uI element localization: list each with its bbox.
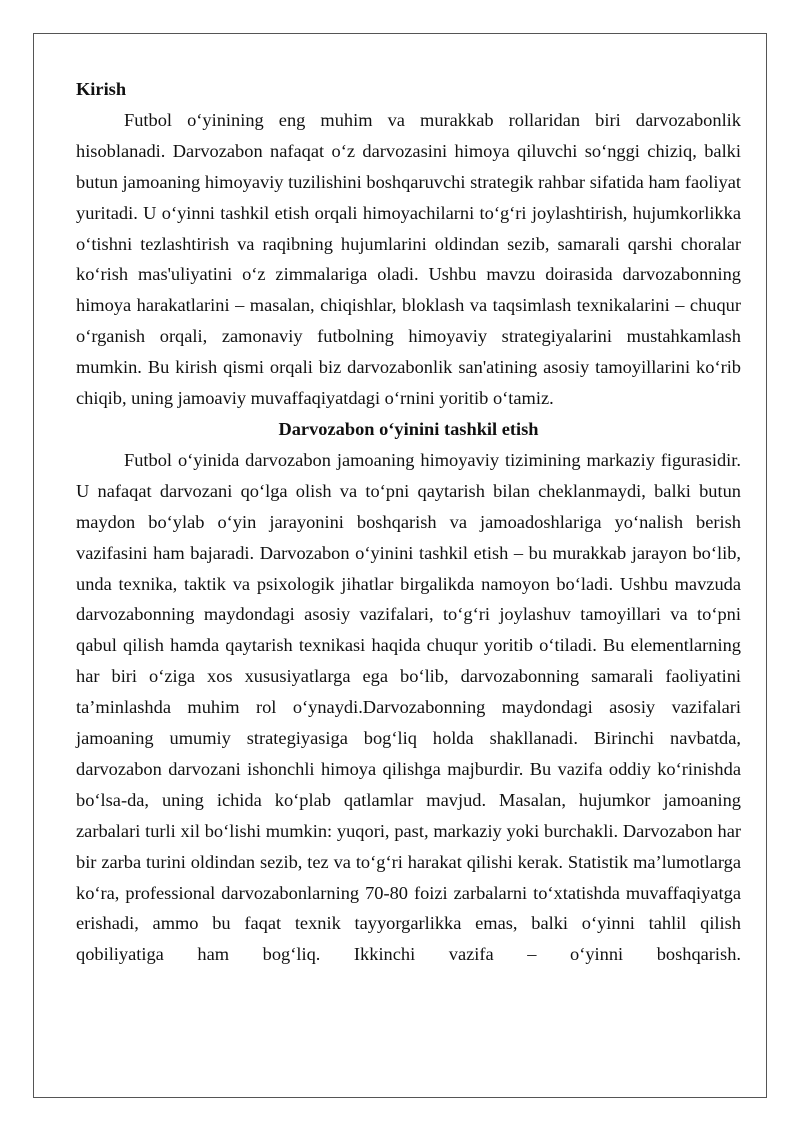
intro-paragraph: Futbol o‘yinining eng muhim va murakkab rollaridan biri darvozabonlik hisoblanadi. Darvozabon nafaqat o‘z darvozasini himoya qiluvchi so‘nggi chiziq, balki butun jamoaning himoyaviy tuzilishini boshqaruvchi strategik rahbar sifatida ham faoliyat yuritadi. U o‘yinni tashkil etish orqali himoyachilarni to‘g‘ri joylashtirish, hujumkorlikka o‘tishni tezlashtirish va raqibning hujumlarini oldindan sezib, samarali qarshi choralar ko‘rish mas'uliyatini o‘z zimmalariga oladi. Ushbu mavzu doirasida darvozabonning himoya harakatlarini – masalan, chiqishlar, bloklash va taqsimlash texnikalarini – chuqur o‘rganish orqali, zamonaviy futbolning himoyaviy strategiyalarini mustahkamlash mumkin. Bu kirish qismi orqali biz darvozabonlik san'atining asosiy tamoyillarini ko‘rib chiqib, uning jamoaviy muvaffaqiyatdagi o‘rnini yoritib o‘tamiz.: [76, 109, 741, 409]
section-heading: Darvozabon o‘yinini tashkil etish: [278, 418, 539, 439]
intro-heading: Kirish: [76, 79, 127, 99]
section-paragraph: Futbol o‘yinida darvozabon jamoaning himoyaviy tizimining markaziy figurasidir. U nafaqat darvozani qo‘lga olish va to‘pni qaytarish bilan cheklanmaydi, balki butun maydon bo‘ylab o‘yin jarayonini boshqarish va jamoadoshlariga yo‘nalish berish vazifasini ham bajaradi. Darvozabon o‘yinini tashkil etish – bu murakkab jarayon bo‘lib, unda texnika, taktik va psixologik jihatlar birgalikda namoyon bo‘ladi. Ushbu mavzuda darvozabonning maydondagi asosiy vazifalari, to‘g‘ri joylashuv tamoyillari va to‘pni qabul qilish hamda qaytarish texnikasi haqida chuqur yoritib o‘tiladi. Bu elementlarning har biri o‘ziga xos xususiyatlarga ega bo‘lib, darvozabonning samarali faoliyatini ta’minlashda muhim rol o‘ynaydi.Darvozabonning maydondagi asosiy vazifalari jamoaning umumiy strategiyasiga bog‘liq holda shakllanadi. Birinchi navbatda, darvozabon darvozani ishonchli himoya qilishga majburdir. Bu vazifa oddiy ko‘rinishda bo‘lsa-da, uning ichida ko‘plab qatlamlar mavjud. Masalan, hujumkor jamoaning zarbalari turli xil bo‘lishi mumkin: yuqori, past, markaziy yoki burchakli. Darvozabon har bir zarba turini oldindan sezib, tez va to‘g‘ri harakat qilishi kerak. Statistik ma’lumotlarga ko‘ra, professional darvozabonlarning 70-80 foizi zarbalarni to‘xtatishda muvaffaqiyatga erishadi, ammo bu faqat texnik tayyorgarlikka emas, balki o‘yinni tahlil qilish qobiliyatiga ham bog‘liq. Ikkinchi vazifa – o‘yinni boshqarish.: [76, 449, 741, 965]
document-body: [76, 74, 741, 970]
